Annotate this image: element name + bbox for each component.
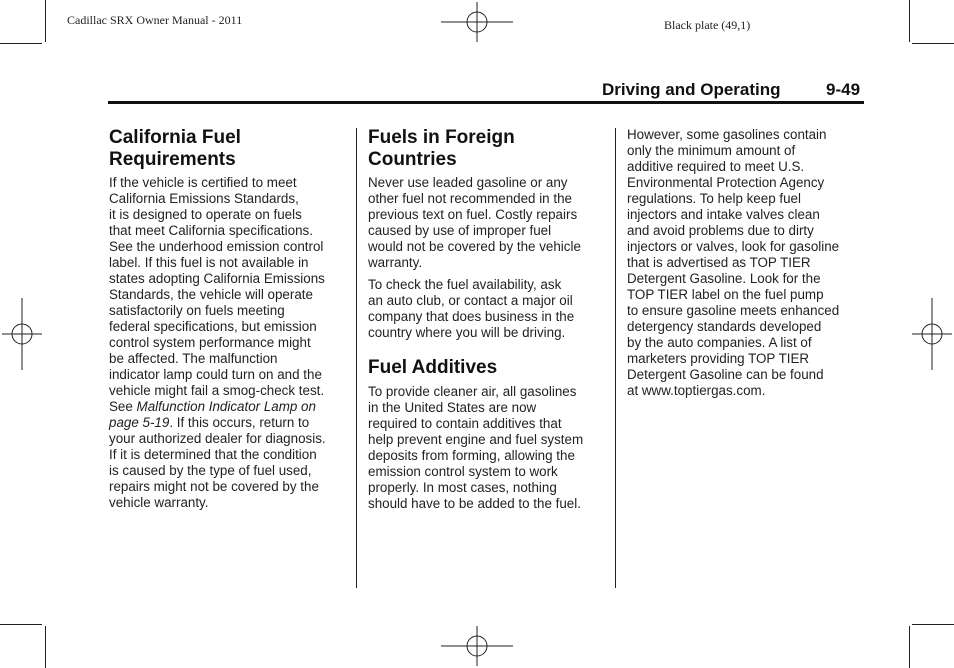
crop-mark xyxy=(912,43,954,44)
paragraph: To provide cleaner air, all gasolines in the United States are now required to contain additives that help prevent engine and fuel system deposits from forming, allowing the emission control system to work properly. In most cases, nothing should have to be added to the fuel. xyxy=(368,383,584,511)
paragraph: However, some gasolines contain only the minimum amount of additive required to meet U.S. Environmental Protection Agency regulations. To help keep fuel injectors and intake valves clean and avoid problems due to dirty injectors or valves, look for gasoline that is advertised as TOP TIER Detergent Gasoline. Look for the TOP TIER label on the fuel pump to ensure gasoline meets enhanced detergency standards developed by the auto companies. A list of marketers providing TOP TIER Detergent Gasoline can be found at www.toptiergas.com. xyxy=(627,127,840,398)
crop-mark xyxy=(45,626,46,668)
column-divider xyxy=(615,128,616,588)
crop-mark xyxy=(45,0,46,42)
column-3 xyxy=(627,127,872,399)
paragraph xyxy=(109,175,354,511)
paragraph-text: . If this occurs, return to your authorized dealer for diagnosis. If it is determined that the condition is caused by the type of fuel used, repairs might not be covered by the vehicle warranty. xyxy=(109,415,326,510)
registration-mark-icon xyxy=(441,626,513,666)
registration-mark-icon xyxy=(912,298,952,370)
plate-info-right: Black plate (49,1) xyxy=(664,18,751,32)
column-1 xyxy=(109,127,354,511)
paragraph-text: If the vehicle is certified to meet California Emissions Standards, it is designed to operate on fuels that meet California specifications. See the underhood emission control label. If this fuel is not available in states adopting California Emissions Standards, the vehicle will operate satisfactorily on fuels meeting federal specifications, but emission control system performance might be affected. The malfunction indicator lamp could turn on and the vehicle might fail a smog-check test. See xyxy=(109,175,325,414)
heading-fuels-foreign-countries: Fuels in Foreign Countries xyxy=(368,127,515,170)
heading-california-fuel: California Fuel Requirements xyxy=(109,127,241,170)
registration-mark-icon xyxy=(441,2,513,42)
heading-fuel-additives: Fuel Additives xyxy=(368,357,498,378)
page-number: 9-49 xyxy=(826,80,861,99)
section-title: Driving and Operating xyxy=(602,80,781,99)
column-divider xyxy=(356,128,357,588)
header-rule xyxy=(108,101,864,104)
column-2 xyxy=(368,127,613,512)
crop-mark xyxy=(909,626,910,668)
plate-info-left: Cadillac SRX Owner Manual - 2011 xyxy=(67,13,243,27)
paragraph: Never use leaded gasoline or any other fuel not recommended in the previous text on fuel. Costly repairs caused by use of improper fuel would not be covered by the vehicle warranty. xyxy=(368,175,581,270)
crop-mark xyxy=(909,0,910,42)
crop-mark xyxy=(0,43,42,44)
crop-mark xyxy=(0,624,42,625)
cross-reference-link[interactable]: Malfunction Indicator Lamp on page 5-19 xyxy=(109,399,316,430)
crop-mark xyxy=(912,624,954,625)
registration-mark-icon xyxy=(2,298,42,370)
paragraph: To check the fuel availability, ask an auto club, or contact a major oil company that does business in the country where you will be driving. xyxy=(368,277,575,340)
running-header xyxy=(602,80,861,100)
